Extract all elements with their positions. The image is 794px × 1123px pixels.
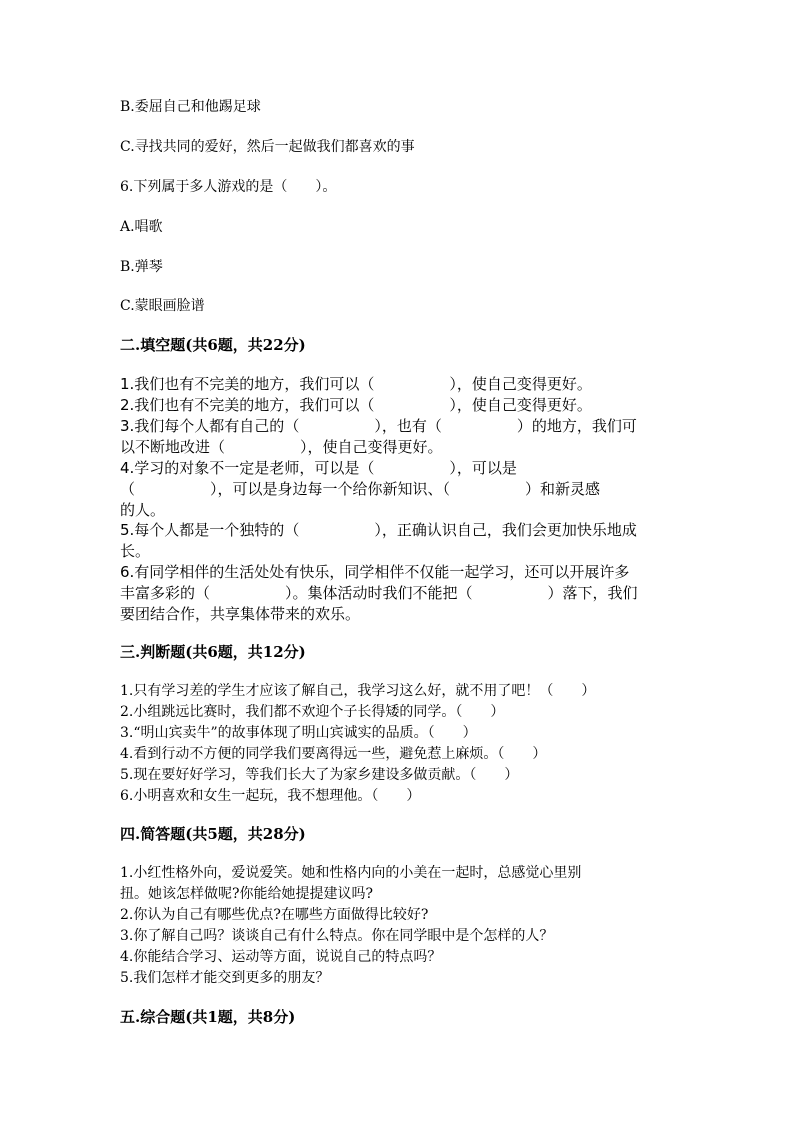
option-a-singing: A.唱歌 (120, 219, 163, 235)
true-false-item: 3.“明山宾卖牛”的故事体现了明山宾诚实的品质。（ ） (120, 725, 477, 741)
section-4-heading: 四.简答题(共5题，共28分) (120, 825, 306, 843)
fill-blank-line: 6.有同学相伴的生活处处有快乐，同学相伴不仅能一起学习，还可以开展许多 (120, 563, 630, 581)
fill-blank-line: 3.我们每个人都有自己的（ ），也有（ ）的地方，我们可 (120, 417, 637, 435)
short-answer-item: 1.小红性格外向，爱说爱笑。她和性格内向的小美在一起时，总感觉心里别 (120, 865, 582, 881)
true-false-item: 6.小明喜欢和女生一起玩，我不想理他。（ ） (120, 788, 421, 804)
option-b-piano: B.弹琴 (120, 259, 163, 275)
fill-blank-line: 2.我们也有不完美的地方，我们可以（ ），使自己变得更好。 (120, 396, 592, 414)
option-b-football: B.委屈自己和他踢足球 (120, 99, 261, 115)
fill-blank-line: 以不断地改进（ ），使自己变得更好。 (120, 438, 443, 456)
fill-blank-line: 4.学习的对象不一定是老师，可以是（ ），可以是 (120, 459, 517, 477)
fill-blank-line: 要团结合作，共享集体带来的欢乐。 (120, 605, 361, 623)
short-answer-item: 2.你认为自己有哪些优点?在哪些方面做得比较好? (120, 907, 429, 923)
short-answer-item: 扭。她该怎样做呢?你能给她提提建议吗? (120, 886, 374, 902)
section-2-heading: 二.填空题(共6题，共22分) (120, 336, 306, 354)
section-5-heading: 五.综合题(共1题，共8分) (120, 1008, 296, 1026)
short-answer-item: 4.你能结合学习、运动等方面，说说自己的特点吗？ (120, 949, 442, 965)
option-c-blindfold-drawing: C.蒙眼画脸谱 (120, 298, 205, 314)
fill-blank-line: 5.每个人都是一个独特的（ ），正确认识自己，我们会更加快乐地成 (120, 521, 637, 539)
true-false-item: 1.只有学习差的学生才应该了解自己，我学习这么好，就不用了吧！（ ） (120, 683, 596, 699)
fill-blank-line: 丰富多彩的（ ）。集体活动时我们不能把（ ）落下，我们 (120, 584, 638, 602)
true-false-item: 4.看到行动不方便的同学我们要离得远一些，避免惹上麻烦。（ ） (120, 746, 547, 762)
short-answer-item: 5.我们怎样才能交到更多的朋友？ (120, 970, 330, 986)
question-6-multiplayer-game: 6.下列属于多人游戏的是（ ）。 (120, 179, 337, 195)
fill-blank-line: 长。 (120, 542, 151, 560)
true-false-item: 5.现在要好好学习，等我们长大了为家乡建设多做贡献。（ ） (120, 767, 519, 783)
section-3-heading: 三.判断题(共6题，共12分) (120, 643, 306, 661)
fill-blank-line: 1.我们也有不完美的地方，我们可以（ ），使自己变得更好。 (120, 375, 592, 393)
option-c-common-hobby: C.寻找共同的爱好，然后一起做我们都喜欢的事 (120, 139, 415, 155)
short-answer-item: 3.你了解自己吗？谈谈自己有什么特点。你在同学眼中是个怎样的人？ (120, 928, 554, 944)
true-false-item: 2.小组跳远比赛时，我们都不欢迎个子长得矮的同学。（ ） (120, 704, 505, 720)
fill-blank-line: （ ），可以是身边每一个给你新知识、（ ）和新灵感 (120, 480, 601, 498)
fill-blank-line: 的人。 (120, 501, 166, 519)
